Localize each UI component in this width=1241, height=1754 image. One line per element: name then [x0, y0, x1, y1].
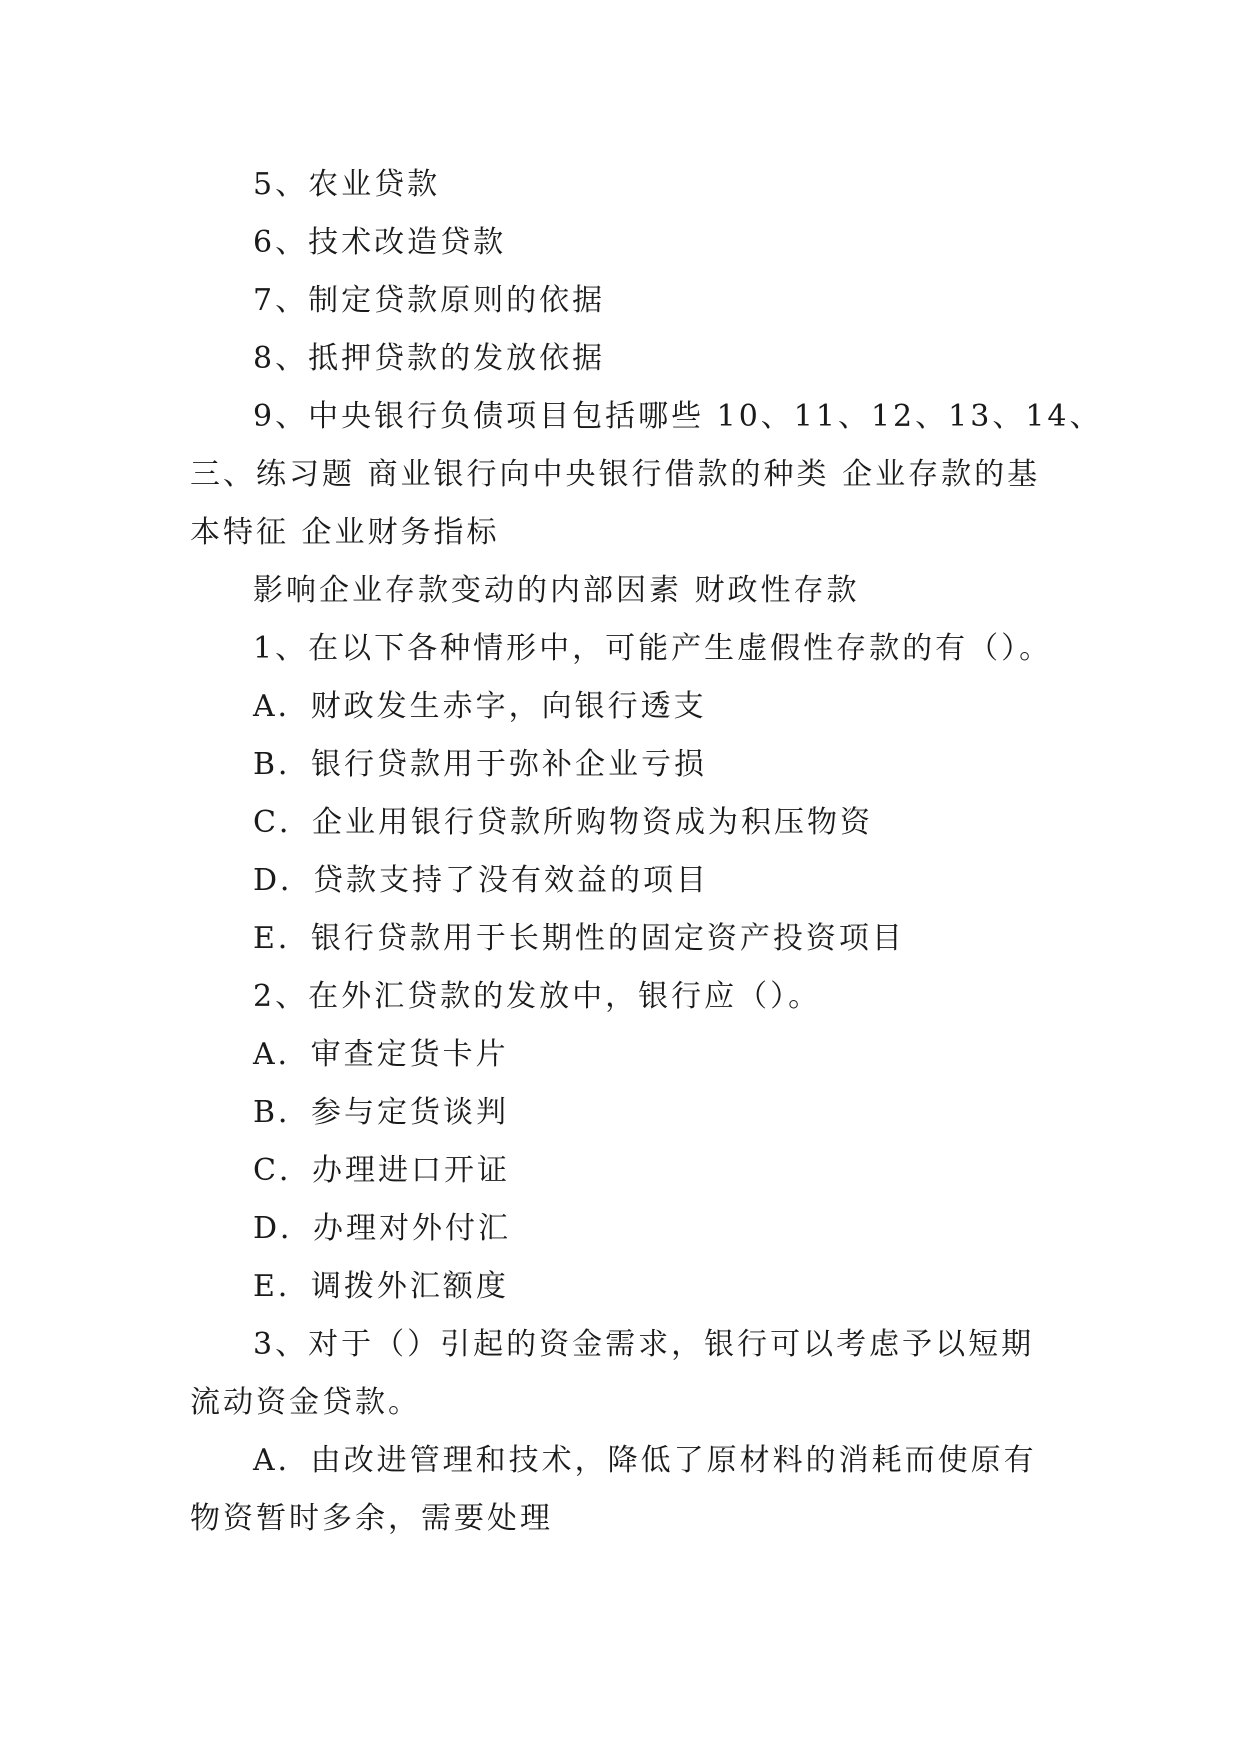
text-line: 5、农业贷款: [253, 167, 441, 202]
question-2: 2、在外汇贷款的发放中，银行应（）。: [253, 979, 822, 1014]
text-line: 8、抵押贷款的发放依据: [253, 341, 606, 376]
text-line: 物资暂时多余，需要处理: [190, 1501, 553, 1536]
option-line: C．企业用银行贷款所购物资成为积压物资: [253, 805, 873, 840]
option-line: E．银行贷款用于长期性的固定资产投资项目: [253, 921, 905, 956]
question-3: 3、对于（）引起的资金需求，银行可以考虑予以短期: [253, 1327, 1035, 1362]
text-line: 流动资金贷款。: [190, 1385, 421, 1420]
option-line: A．审查定货卡片: [253, 1037, 509, 1072]
option-line: D．贷款支持了没有效益的项目: [253, 863, 710, 898]
text-line: 本特征 企业财务指标: [190, 515, 500, 550]
text-line: 9、中央银行负债项目包括哪些 10、11、12、13、14、: [253, 399, 1103, 434]
document-body: [190, 156, 1103, 1548]
text-line: 三、练习题 商业银行向中央银行借款的种类 企业存款的基: [190, 457, 1041, 492]
option-line: B．银行贷款用于弥补企业亏损: [253, 747, 708, 782]
option-line: B．参与定货谈判: [253, 1095, 510, 1130]
option-line: A．财政发生赤字，向银行透支: [253, 689, 707, 724]
text-line: 6、技术改造贷款: [253, 225, 507, 260]
option-line: C．办理进口开证: [253, 1153, 510, 1188]
text-line: 影响企业存款变动的内部因素 财政性存款: [253, 573, 860, 608]
text-line: 7、制定贷款原则的依据: [253, 283, 606, 318]
option-line: D．办理对外付汇: [253, 1211, 512, 1246]
question-1: 1、在以下各种情形中，可能产生虚假性存款的有（）。: [253, 631, 1053, 666]
option-line: E．调拨外汇额度: [253, 1269, 509, 1304]
option-line: A．由改进管理和技术，降低了原材料的消耗而使原有: [253, 1443, 1037, 1478]
